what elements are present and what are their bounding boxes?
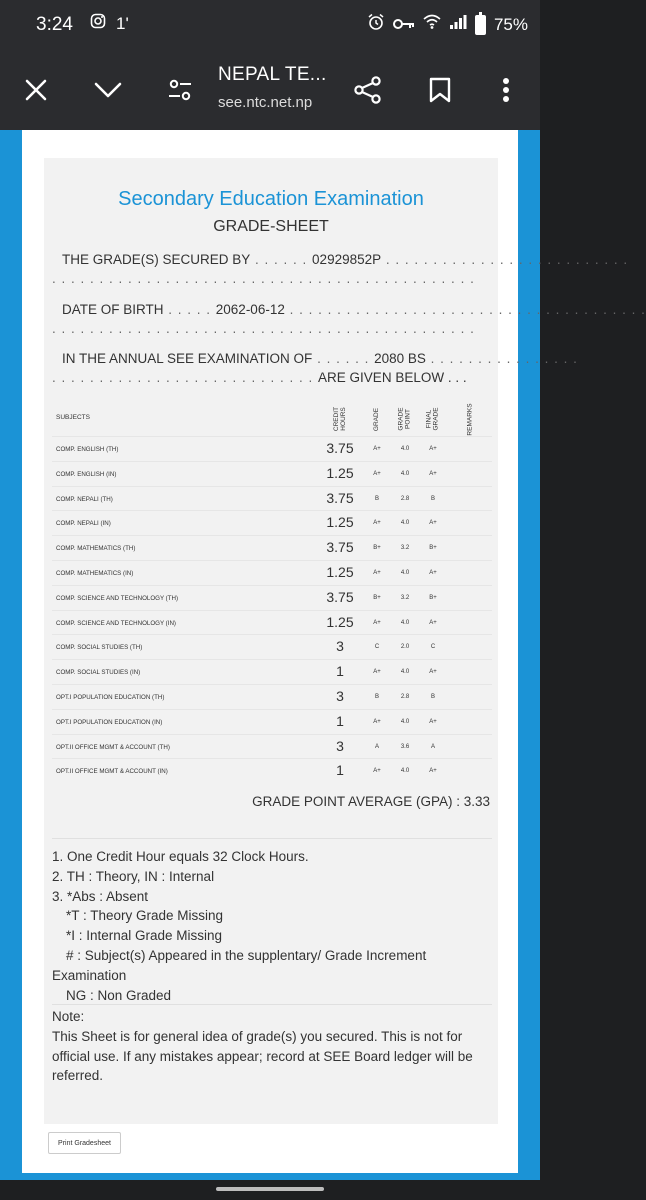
table-body	[52, 436, 492, 783]
dob-value: 2062-06-12	[215, 302, 285, 317]
table-row	[52, 709, 492, 734]
subject-cell: OPT.II OFFICE MGMT & ACCOUNT (TH)	[56, 743, 170, 751]
grade-point-cell: 3.2	[400, 545, 410, 552]
final-grade-cell: A+	[429, 446, 437, 452]
instagram-icon	[90, 13, 106, 34]
grade-cell: B	[374, 495, 379, 502]
table-row	[52, 535, 492, 560]
note-line: *I : Internal Grade Missing	[66, 928, 223, 944]
gpa-summary: GRADE POINT AVERAGE (GPA) : 3.33	[252, 794, 490, 809]
grade-cell: A+	[373, 768, 381, 775]
credit-hours-cell: 1	[336, 762, 344, 779]
vpn-key-icon	[393, 15, 415, 35]
subject-cell: COMP. NEPALI (TH)	[56, 495, 113, 503]
note-line: NG : Non Graded	[66, 987, 172, 1003]
table-row	[52, 734, 492, 759]
browser-toolbar	[0, 50, 540, 130]
note-line: # : Subject(s) Appeared in the supplentary/ Grade Increment	[66, 947, 427, 963]
table-row	[52, 585, 492, 610]
given-below-text: ARE GIVEN BELOW . . .	[318, 370, 467, 385]
subject-cell: COMP. SOCIAL STUDIES (IN)	[56, 669, 141, 677]
grade-point-cell: 4.0	[400, 768, 410, 775]
credit-hours-cell: 1.25	[326, 514, 354, 531]
home-handle[interactable]	[216, 1187, 324, 1191]
table-row	[52, 610, 492, 635]
note-line: 3. *Abs : Absent	[52, 888, 149, 904]
close-icon[interactable]	[16, 70, 56, 110]
grade-cell: A+	[373, 619, 381, 626]
disclaimer	[52, 1004, 492, 1086]
grade-cell: A+	[373, 470, 381, 477]
print-gradesheet-button[interactable]: Print Gradesheet	[48, 1132, 121, 1154]
note-line: Examination	[52, 967, 127, 983]
table-row	[52, 486, 492, 511]
table-row	[52, 659, 492, 684]
grade-cell: A	[374, 743, 379, 750]
final-grade-cell: B+	[429, 594, 437, 601]
symbol-number: 02929852P	[312, 252, 382, 267]
credit-hours-cell: 1	[336, 663, 344, 680]
grade-point-cell: 4.0	[400, 619, 410, 626]
grade-point-header: GRADE POINT	[398, 407, 412, 431]
page-url: see.ntc.net.np	[218, 94, 313, 111]
final-grade-cell: A+	[429, 520, 437, 527]
credit-hours-cell: 1.25	[326, 563, 354, 580]
final-grade-cell: A+	[429, 669, 437, 676]
table-row	[52, 758, 492, 783]
subject-cell: COMP. NEPALI (IN)	[56, 520, 111, 528]
grade-point-cell: 4.0	[400, 669, 410, 676]
credit-hours-cell: 1	[336, 712, 344, 729]
credit-hours-cell: 3	[336, 737, 344, 754]
note-body: This Sheet is for general idea of grade(s) you secured. This is not for official use. If any mistakes appear; record at SEE Board ledger will be referred.	[52, 1028, 473, 1084]
credit-hours-header: CREDIT HOURS	[333, 406, 347, 432]
exam-label: IN THE ANNUAL SEE EXAMINATION OF	[62, 351, 313, 366]
table-row	[52, 634, 492, 659]
note-title: Note:	[52, 1009, 85, 1024]
battery-icon	[475, 15, 486, 35]
grade-cell: A+	[373, 446, 381, 452]
grade-cell: B+	[373, 545, 381, 552]
grade-point-cell: 4.0	[400, 569, 410, 576]
exam-heading: Secondary Education Examination	[118, 188, 424, 210]
alarm-icon	[367, 13, 385, 36]
subjects-header: SUBJECTS	[56, 414, 90, 421]
subject-cell: COMP. ENGLISH (IN)	[56, 470, 117, 478]
share-icon[interactable]	[348, 70, 388, 110]
secured-by-block: THE GRADE(S) SECURED BY . . . . . . 02929852P . . . . . . . . . . . . . . . . . . . . . . . . . . . . . . . . . . . . . . . . . . . . . . . . . . . . . . . . . . . . . . . . . . . . . . .	[52, 252, 629, 286]
final-grade-cell: A+	[429, 569, 437, 576]
subject-cell: OPT.I POPULATION EDUCATION (TH)	[56, 693, 165, 701]
status-bar	[0, 0, 540, 50]
table-row	[52, 461, 492, 486]
signal-text: 1'	[116, 13, 129, 33]
bookmark-icon[interactable]	[420, 70, 460, 110]
credit-hours-cell: 3.75	[326, 489, 354, 506]
note-line: 2. TH : Theory, IN : Internal	[52, 868, 215, 884]
dob-label: DATE OF BIRTH	[62, 302, 164, 317]
cell-signal-icon	[449, 14, 467, 35]
grade-point-cell: 2.0	[400, 644, 410, 651]
wifi-icon	[423, 14, 441, 35]
subject-cell: COMP. SCIENCE AND TECHNOLOGY (IN)	[56, 619, 176, 627]
grade-cell: A+	[373, 520, 381, 527]
grade-cell: A+	[373, 669, 381, 676]
grade-table	[52, 398, 492, 783]
grade-header: GRADE	[373, 407, 381, 431]
grade-point-cell: 4.0	[400, 520, 410, 527]
table-header	[52, 398, 492, 436]
dob-block: DATE OF BIRTH . . . . . 2062-06-12 . . . . . . . . . . . . . . . . . . . . . . . . . . . . . . . . . . . . . . . . . . . . . . . . . . . . . . . . . . . . . . . . . . . . . . . . . . . . . . . . . . .	[52, 302, 646, 336]
grade-point-cell: 3.2	[400, 594, 410, 601]
page-viewport	[0, 130, 646, 1180]
note-line: *T : Theory Grade Missing	[66, 908, 224, 924]
page-title: NEPAL TE...	[218, 64, 327, 85]
grade-point-cell: 2.8	[400, 693, 410, 700]
grade-point-cell: 4.0	[400, 718, 410, 725]
subject-cell: OPT.I POPULATION EDUCATION (IN)	[56, 718, 163, 726]
page-settings-icon[interactable]	[160, 70, 200, 110]
legend-notes	[52, 838, 492, 1005]
table-row	[52, 436, 492, 461]
grade-sheet-heading: GRADE-SHEET	[213, 218, 329, 235]
grade-cell: A+	[373, 569, 381, 576]
subject-cell: COMP. ENGLISH (TH)	[56, 446, 119, 453]
final-grade-cell: A+	[429, 470, 437, 477]
subject-cell: COMP. MATHEMATICS (IN)	[56, 569, 134, 577]
exam-block: IN THE ANNUAL SEE EXAMINATION OF . . . . . . 2080 BS . . . . . . . . . . . . . . . . . . . . . . . . . . . . . . . . . . . . . . . . . . . . ARE GIVEN BELOW . . .	[52, 351, 578, 385]
final-grade-cell: B+	[429, 545, 437, 552]
grade-sheet	[44, 158, 646, 1124]
grade-point-cell: 3.6	[400, 743, 410, 750]
credit-hours-cell: 3.75	[326, 440, 354, 456]
grade-cell: B	[374, 693, 379, 700]
secured-by-label: THE GRADE(S) SECURED BY	[62, 252, 251, 267]
credit-hours-cell: 3	[336, 687, 344, 704]
grade-point-cell: 4.0	[400, 446, 410, 452]
credit-hours-cell: 1.25	[326, 613, 354, 630]
credit-hours-cell: 3.75	[326, 588, 354, 605]
grade-point-cell: 4.0	[400, 470, 410, 477]
chevron-down-icon[interactable]	[88, 70, 128, 110]
credit-hours-cell: 1.25	[326, 464, 354, 481]
final-grade-cell: C	[430, 644, 436, 651]
grade-cell: A+	[373, 718, 381, 725]
remarks-header: REMARKS	[466, 402, 474, 436]
final-grade-cell: B	[430, 693, 435, 700]
table-row	[52, 510, 492, 535]
page-body	[22, 130, 646, 1173]
credit-hours-cell: 3.75	[326, 539, 354, 556]
final-grade-cell: A+	[429, 619, 437, 626]
grade-point-cell: 2.8	[400, 495, 410, 502]
final-grade-cell: B	[430, 495, 435, 502]
subject-cell: COMP. SCIENCE AND TECHNOLOGY (TH)	[56, 594, 179, 602]
grade-cell: C	[374, 644, 380, 651]
table-row	[52, 560, 492, 585]
gesture-nav-bar	[0, 1180, 540, 1200]
note-line: 1. One Credit Hour equals 32 Clock Hours.	[52, 849, 309, 864]
subject-cell: OPT.II OFFICE MGMT & ACCOUNT (IN)	[56, 768, 168, 776]
table-row	[52, 684, 492, 709]
final-grade-cell: A	[430, 743, 435, 750]
exam-year: 2080 BS	[374, 351, 426, 366]
battery-level: 75%	[493, 14, 528, 34]
clock: 3:24	[36, 14, 73, 35]
final-grade-header: FINAL GRADE	[426, 407, 441, 431]
credit-hours-cell: 3	[336, 638, 344, 655]
subject-cell: COMP. MATHEMATICS (TH)	[56, 545, 136, 553]
more-options-icon[interactable]	[486, 70, 526, 110]
grade-cell: B+	[373, 594, 381, 601]
subject-cell: COMP. SOCIAL STUDIES (TH)	[56, 644, 143, 652]
final-grade-cell: A+	[429, 718, 437, 725]
final-grade-cell: A+	[429, 768, 437, 775]
